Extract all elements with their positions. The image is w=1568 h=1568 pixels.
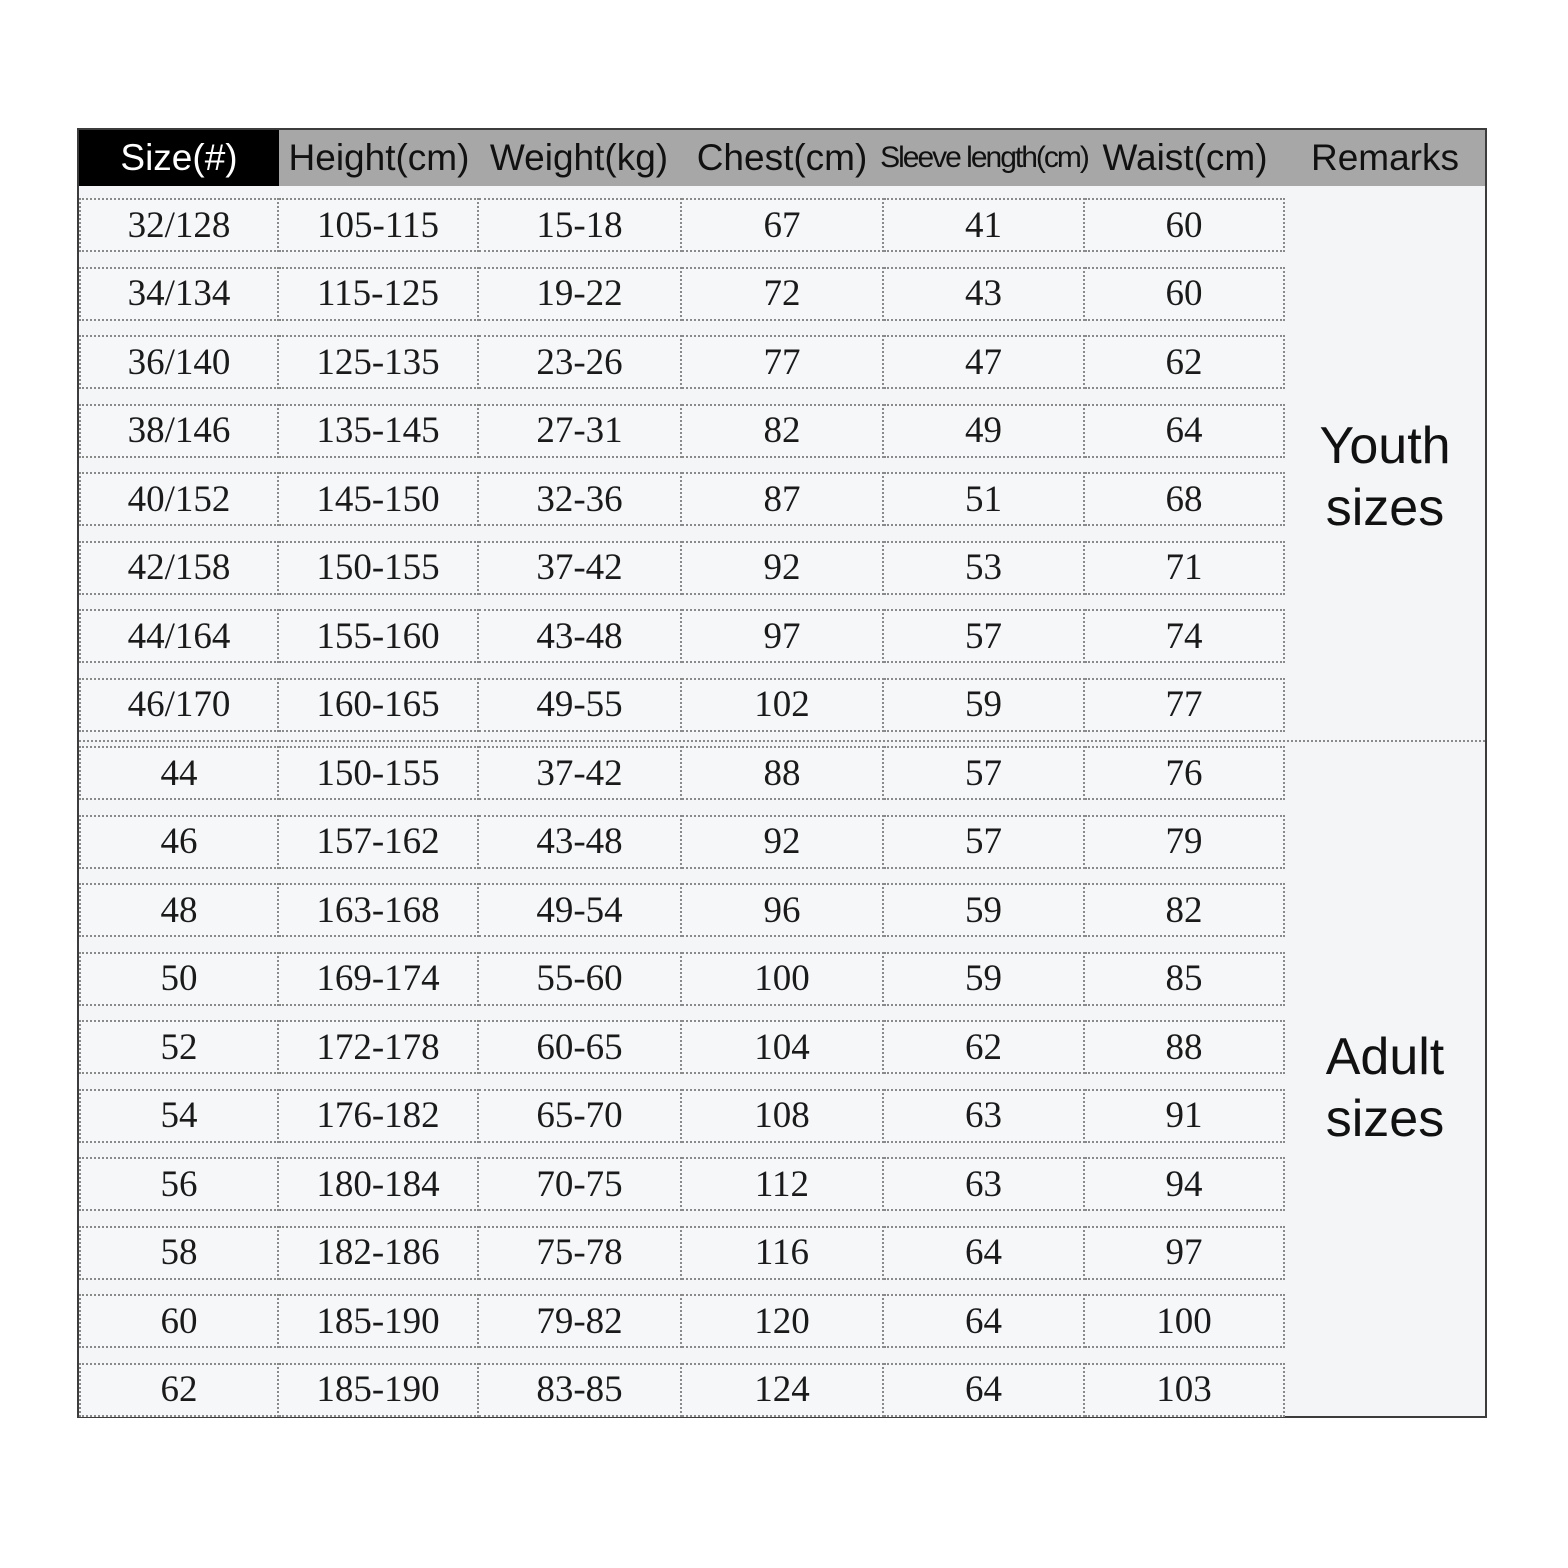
cell-chest: 104	[682, 1020, 884, 1074]
table-row	[79, 746, 1285, 802]
table-row	[79, 1089, 1285, 1145]
table-row	[79, 1226, 1285, 1282]
cell-sleeve-length: 62	[884, 1020, 1085, 1074]
cell-sleeve-length: 64	[884, 1226, 1085, 1280]
group-divider	[79, 740, 1485, 742]
cell-height: 115-125	[279, 267, 479, 321]
youth-remark-line-1: Youth	[1319, 417, 1451, 475]
youth-sizes-remark	[1285, 186, 1485, 738]
cell-chest: 100	[682, 952, 884, 1006]
size-chart-table	[77, 128, 1487, 1418]
table-row	[79, 1294, 1285, 1350]
cell-chest: 77	[682, 335, 884, 389]
cell-chest: 72	[682, 267, 884, 321]
cell-chest: 67	[682, 198, 884, 252]
cell-height: 105-115	[279, 198, 479, 252]
cell-height: 157-162	[279, 815, 479, 869]
cell-sleeve-length: 57	[884, 746, 1085, 800]
cell-weight: 23-26	[479, 335, 682, 389]
cell-sleeve-length: 53	[884, 541, 1085, 595]
youth-remark-line-2: sizes	[1325, 479, 1445, 537]
cell-sleeve-length: 64	[884, 1294, 1085, 1348]
cell-size: 52	[79, 1020, 279, 1074]
table-row	[79, 609, 1285, 665]
header-waist: Waist(cm)	[1102, 137, 1268, 178]
cell-waist: 74	[1085, 609, 1285, 663]
cell-waist: 88	[1085, 1020, 1285, 1074]
cell-height: 169-174	[279, 952, 479, 1006]
cell-waist: 62	[1085, 335, 1285, 389]
table-row	[79, 472, 1285, 528]
cell-chest: 112	[682, 1157, 884, 1211]
cell-size: 56	[79, 1157, 279, 1211]
adult-remark-line-1: Adult	[1325, 1027, 1445, 1086]
cell-waist: 60	[1085, 198, 1285, 252]
cell-height: 150-155	[279, 746, 479, 800]
adult-remark-line-2: sizes	[1325, 1089, 1445, 1148]
cell-chest: 108	[682, 1089, 884, 1143]
header-chest: Chest(cm)	[696, 137, 868, 178]
cell-waist: 71	[1085, 541, 1285, 595]
cell-waist: 79	[1085, 815, 1285, 869]
cell-sleeve-length: 41	[884, 198, 1085, 252]
cell-height: 155-160	[279, 609, 479, 663]
cell-height: 145-150	[279, 472, 479, 526]
cell-sleeve-length: 63	[884, 1089, 1085, 1143]
cell-chest: 116	[682, 1226, 884, 1280]
cell-size: 46	[79, 815, 279, 869]
cell-waist: 60	[1085, 267, 1285, 321]
cell-chest: 124	[682, 1363, 884, 1417]
cell-size: 50	[79, 952, 279, 1006]
header-height: Height(cm)	[288, 137, 470, 178]
cell-sleeve-length: 51	[884, 472, 1085, 526]
cell-weight: 60-65	[479, 1020, 682, 1074]
cell-weight: 15-18	[479, 198, 682, 252]
table-row	[79, 815, 1285, 871]
cell-weight: 49-54	[479, 883, 682, 937]
cell-waist: 97	[1085, 1226, 1285, 1280]
cell-weight: 27-31	[479, 404, 682, 458]
cell-waist: 64	[1085, 404, 1285, 458]
adult-sizes-remark	[1285, 742, 1485, 1423]
table-row	[79, 404, 1285, 460]
cell-weight: 79-82	[479, 1294, 682, 1348]
header-remarks: Remarks	[1310, 137, 1460, 178]
header-size: Size(#)	[79, 130, 279, 186]
cell-waist: 91	[1085, 1089, 1285, 1143]
table-row	[79, 1363, 1285, 1419]
table-row	[79, 541, 1285, 597]
cell-chest: 102	[682, 678, 884, 732]
cell-height: 160-165	[279, 678, 479, 732]
table-row	[79, 335, 1285, 391]
table-row	[79, 1157, 1285, 1213]
cell-size: 40/152	[79, 472, 279, 526]
cell-weight: 49-55	[479, 678, 682, 732]
cell-height: 182-186	[279, 1226, 479, 1280]
table-row	[79, 267, 1285, 323]
cell-chest: 97	[682, 609, 884, 663]
cell-chest: 82	[682, 404, 884, 458]
cell-height: 172-178	[279, 1020, 479, 1074]
cell-weight: 37-42	[479, 541, 682, 595]
cell-size: 34/134	[79, 267, 279, 321]
cell-waist: 76	[1085, 746, 1285, 800]
cell-sleeve-length: 59	[884, 678, 1085, 732]
cell-height: 163-168	[279, 883, 479, 937]
cell-sleeve-length: 57	[884, 609, 1085, 663]
cell-waist: 68	[1085, 472, 1285, 526]
cell-height: 125-135	[279, 335, 479, 389]
cell-height: 135-145	[279, 404, 479, 458]
cell-weight: 70-75	[479, 1157, 682, 1211]
cell-size: 32/128	[79, 198, 279, 252]
cell-weight: 43-48	[479, 815, 682, 869]
cell-size: 42/158	[79, 541, 279, 595]
cell-height: 176-182	[279, 1089, 479, 1143]
cell-waist: 94	[1085, 1157, 1285, 1211]
cell-size: 48	[79, 883, 279, 937]
cell-size: 58	[79, 1226, 279, 1280]
header-weight: Weight(kg)	[489, 137, 669, 178]
cell-chest: 92	[682, 541, 884, 595]
cell-sleeve-length: 43	[884, 267, 1085, 321]
cell-size: 36/140	[79, 335, 279, 389]
cell-height: 185-190	[279, 1294, 479, 1348]
cell-chest: 96	[682, 883, 884, 937]
cell-sleeve-length: 57	[884, 815, 1085, 869]
cell-weight: 19-22	[479, 267, 682, 321]
cell-weight: 32-36	[479, 472, 682, 526]
cell-weight: 65-70	[479, 1089, 682, 1143]
cell-size: 46/170	[79, 678, 279, 732]
cell-chest: 120	[682, 1294, 884, 1348]
cell-weight: 83-85	[479, 1363, 682, 1417]
cell-sleeve-length: 64	[884, 1363, 1085, 1417]
cell-waist: 103	[1085, 1363, 1285, 1417]
cell-waist: 82	[1085, 883, 1285, 937]
cell-weight: 43-48	[479, 609, 682, 663]
cell-sleeve-length: 59	[884, 883, 1085, 937]
cell-weight: 37-42	[479, 746, 682, 800]
cell-chest: 92	[682, 815, 884, 869]
cell-chest: 88	[682, 746, 884, 800]
cell-size: 62	[79, 1363, 279, 1417]
cell-height: 150-155	[279, 541, 479, 595]
cell-size: 44/164	[79, 609, 279, 663]
table-row	[79, 1020, 1285, 1076]
cell-size: 44	[79, 746, 279, 800]
cell-sleeve-length: 63	[884, 1157, 1085, 1211]
cell-size: 54	[79, 1089, 279, 1143]
cell-size: 38/146	[79, 404, 279, 458]
cell-chest: 87	[682, 472, 884, 526]
table-row	[79, 198, 1285, 254]
table-header	[79, 130, 1485, 186]
cell-weight: 55-60	[479, 952, 682, 1006]
cell-weight: 75-78	[479, 1226, 682, 1280]
cell-sleeve-length: 59	[884, 952, 1085, 1006]
cell-height: 185-190	[279, 1363, 479, 1417]
cell-sleeve-length: 47	[884, 335, 1085, 389]
table-row	[79, 678, 1285, 734]
table-row	[79, 883, 1285, 939]
cell-sleeve-length: 49	[884, 404, 1085, 458]
header-sleeve-length: Sleeve length(cm)	[880, 141, 1088, 174]
cell-size: 60	[79, 1294, 279, 1348]
cell-waist: 100	[1085, 1294, 1285, 1348]
cell-height: 180-184	[279, 1157, 479, 1211]
cell-waist: 85	[1085, 952, 1285, 1006]
table-row	[79, 952, 1285, 1008]
cell-waist: 77	[1085, 678, 1285, 732]
